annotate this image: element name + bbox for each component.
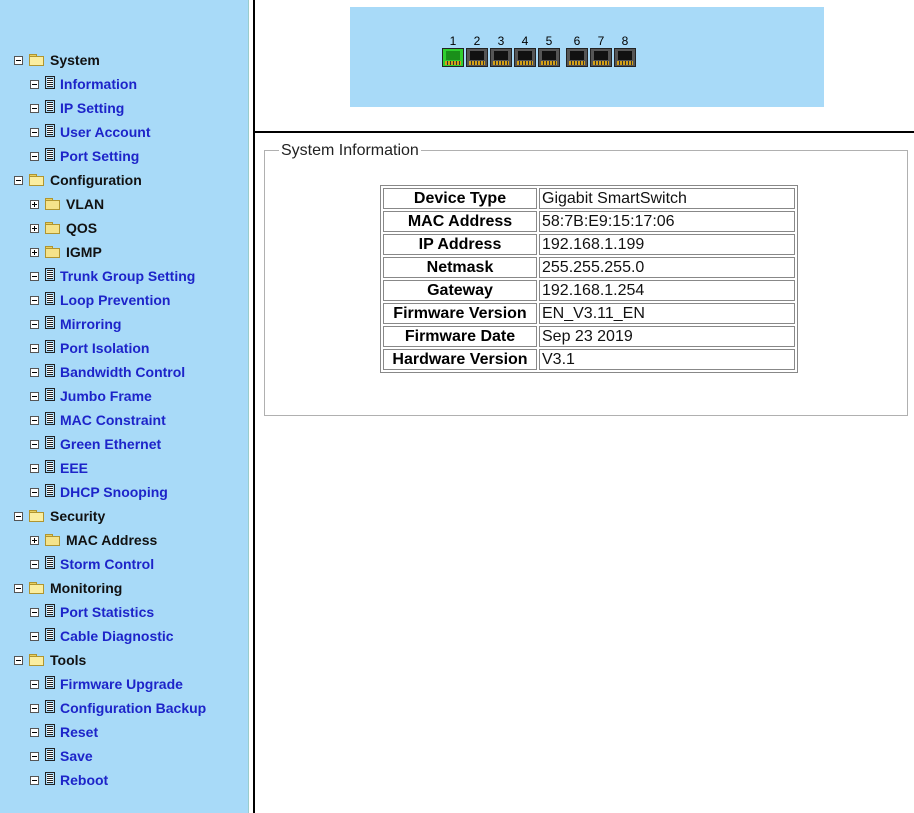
collapse-minus-icon[interactable] (30, 608, 39, 617)
document-icon (45, 748, 55, 761)
sidebar-item-label[interactable]: Reboot (60, 772, 109, 788)
ethernet-port-icon[interactable] (614, 48, 636, 67)
sidebar-item-label[interactable]: Loop Prevention (60, 292, 171, 308)
port-number-label: 5 (545, 34, 553, 48)
sidebar-item-trunk-group-setting[interactable] (30, 266, 195, 286)
port-number-label: 8 (621, 34, 629, 48)
info-key-ip-address: IP Address (383, 234, 537, 255)
info-value-device-type: Gigabit SmartSwitch (539, 188, 795, 209)
info-value-mac-address: 58:7B:E9:15:17:06 (539, 211, 795, 232)
collapse-minus-icon[interactable] (30, 104, 39, 113)
info-value-gateway: 192.168.1.254 (539, 280, 795, 301)
collapse-minus-icon[interactable] (30, 152, 39, 161)
collapse-minus-icon[interactable] (30, 416, 39, 425)
table-row (383, 257, 795, 278)
sidebar-item-label: Security (50, 508, 106, 524)
document-icon (45, 316, 55, 329)
document-icon (45, 124, 55, 137)
collapse-minus-icon[interactable] (30, 464, 39, 473)
info-value-firmware-date: Sep 23 2019 (539, 326, 795, 347)
sidebar-item-igmp[interactable] (30, 242, 102, 262)
system-information-table (380, 185, 798, 373)
document-icon (45, 412, 55, 425)
port-number-label: 6 (573, 34, 581, 48)
ethernet-port-icon[interactable] (566, 48, 588, 67)
sidebar-item-tools[interactable] (14, 650, 86, 670)
collapse-minus-icon[interactable] (30, 704, 39, 713)
document-icon (45, 460, 55, 473)
sidebar-item-label: System (50, 52, 100, 68)
info-value-hardware-version: V3.1 (539, 349, 795, 370)
document-icon (45, 556, 55, 569)
collapse-minus-icon[interactable] (14, 176, 23, 185)
port-number-label: 4 (521, 34, 529, 48)
port-number-label: 7 (597, 34, 605, 48)
folder-open-icon (29, 582, 44, 593)
collapse-minus-icon[interactable] (30, 320, 39, 329)
collapse-minus-icon[interactable] (14, 512, 23, 521)
port-number-label: 1 (449, 34, 457, 48)
document-icon (45, 700, 55, 713)
document-icon (45, 100, 55, 113)
folder-open-icon (29, 510, 44, 521)
sidebar-item-label[interactable]: User Account (60, 124, 151, 140)
sidebar-item-security[interactable] (14, 506, 105, 526)
collapse-minus-icon[interactable] (30, 296, 39, 305)
sidebar-item-jumbo-frame[interactable] (30, 386, 152, 406)
frame-divider-vertical[interactable] (248, 0, 254, 813)
system-information-fieldset (264, 142, 908, 416)
collapse-minus-icon[interactable] (14, 584, 23, 593)
info-key-mac-address: MAC Address (383, 211, 537, 232)
system-information-legend: System Information (281, 142, 419, 159)
sidebar-item-label[interactable]: Mirroring (60, 316, 122, 332)
table-row (383, 234, 795, 255)
collapse-minus-icon[interactable] (30, 128, 39, 137)
sidebar-item-system[interactable] (14, 50, 100, 70)
document-icon (45, 676, 55, 689)
info-key-device-type: Device Type (383, 188, 537, 209)
info-key-firmware-version: Firmware Version (383, 303, 537, 324)
sidebar-item-ip-setting[interactable] (30, 98, 124, 118)
sidebar-item-reset[interactable] (30, 722, 98, 742)
collapse-minus-icon[interactable] (14, 656, 23, 665)
sidebar-item-label: Configuration (50, 172, 142, 188)
document-icon (45, 364, 55, 377)
info-key-hardware-version: Hardware Version (383, 349, 537, 370)
expand-plus-icon[interactable] (30, 200, 39, 209)
folder-icon (45, 222, 60, 233)
sidebar-item-label[interactable]: Trunk Group Setting (60, 268, 196, 284)
sidebar-item-label[interactable]: Port Setting (60, 148, 140, 164)
table-row (383, 326, 795, 347)
sidebar-item-label: Monitoring (50, 580, 123, 596)
sidebar-item-user-account[interactable] (30, 122, 151, 142)
sidebar-item-label[interactable]: Port Isolation (60, 340, 150, 356)
sidebar-item-label[interactable]: Reset (60, 724, 99, 740)
ethernet-port-icon[interactable] (590, 48, 612, 67)
port-status-panel (350, 7, 824, 107)
collapse-minus-icon[interactable] (30, 392, 39, 401)
sidebar-item-bandwidth-control[interactable] (30, 362, 185, 382)
collapse-minus-icon[interactable] (30, 488, 39, 497)
sidebar-item-port-isolation[interactable] (30, 338, 149, 358)
sidebar-item-port-setting[interactable] (30, 146, 139, 166)
collapse-minus-icon[interactable] (30, 632, 39, 641)
ethernet-port-icon[interactable] (538, 48, 560, 67)
document-icon (45, 292, 55, 305)
collapse-minus-icon[interactable] (30, 440, 39, 449)
sidebar-item-label: QOS (66, 220, 98, 236)
document-icon (45, 268, 55, 281)
table-row (383, 280, 795, 301)
document-icon (45, 148, 55, 161)
ethernet-port-icon[interactable] (466, 48, 488, 67)
sidebar-item-label: IGMP (66, 244, 102, 260)
info-key-netmask: Netmask (383, 257, 537, 278)
collapse-minus-icon[interactable] (30, 680, 39, 689)
collapse-minus-icon[interactable] (30, 272, 39, 281)
info-value-ip-address: 192.168.1.199 (539, 234, 795, 255)
sidebar-item-cable-diagnostic[interactable] (30, 626, 174, 646)
sidebar-item-vlan[interactable] (30, 194, 104, 214)
sidebar-item-label[interactable]: IP Setting (60, 100, 125, 116)
ethernet-port-icon[interactable] (442, 48, 464, 67)
sidebar-item-label[interactable]: Bandwidth Control (60, 364, 186, 380)
table-row (383, 211, 795, 232)
ethernet-port-icon[interactable] (490, 48, 512, 67)
sidebar-item-mac-constraint[interactable] (30, 410, 166, 430)
sidebar-item-label: MAC Address (66, 532, 158, 548)
sidebar-item-label[interactable]: EEE (60, 460, 89, 476)
folder-icon (45, 246, 60, 257)
sidebar-item-label[interactable]: DHCP Snooping (60, 484, 168, 500)
collapse-minus-icon[interactable] (30, 560, 39, 569)
sidebar-nav-tree (0, 0, 248, 813)
collapse-minus-icon[interactable] (30, 752, 39, 761)
sidebar-item-label[interactable]: Storm Control (60, 556, 155, 572)
sidebar-item-firmware-upgrade[interactable] (30, 674, 183, 694)
expand-plus-icon[interactable] (30, 224, 39, 233)
sidebar-item-information[interactable] (30, 74, 137, 94)
port-number-label: 2 (473, 34, 481, 48)
sidebar-item-dhcp-snooping[interactable] (30, 482, 168, 502)
document-icon (45, 772, 55, 785)
sidebar-item-mirroring[interactable] (30, 314, 121, 334)
sidebar-item-storm-control[interactable] (30, 554, 154, 574)
collapse-minus-icon[interactable] (30, 344, 39, 353)
document-icon (45, 724, 55, 737)
document-icon (45, 484, 55, 497)
collapse-minus-icon[interactable] (30, 728, 39, 737)
sidebar-item-reboot[interactable] (30, 770, 108, 790)
sidebar-item-label[interactable]: Cable Diagnostic (60, 628, 174, 644)
sidebar-item-label[interactable]: MAC Constraint (60, 412, 166, 428)
sidebar-item-label[interactable]: Information (60, 76, 137, 92)
table-row (383, 303, 795, 324)
sidebar-item-label[interactable]: Jumbo Frame (60, 388, 152, 404)
sidebar-item-mac-address[interactable] (30, 530, 157, 550)
sidebar-item-label[interactable]: Green Ethernet (60, 436, 162, 452)
folder-open-icon (29, 654, 44, 665)
document-icon (45, 76, 55, 89)
sidebar-item-label[interactable]: Firmware Upgrade (60, 676, 183, 692)
sidebar-item-label: Tools (50, 652, 87, 668)
expand-plus-icon[interactable] (30, 248, 39, 257)
sidebar-item-qos[interactable] (30, 218, 97, 238)
folder-open-icon (29, 174, 44, 185)
document-icon (45, 340, 55, 353)
document-icon (45, 604, 55, 617)
table-row (383, 188, 795, 209)
sidebar-item-label[interactable]: Configuration Backup (60, 700, 207, 716)
document-icon (45, 436, 55, 449)
sidebar-item-loop-prevention[interactable] (30, 290, 170, 310)
expand-plus-icon[interactable] (30, 536, 39, 545)
folder-icon (45, 198, 60, 209)
info-key-firmware-date: Firmware Date (383, 326, 537, 347)
sidebar-item-save[interactable] (30, 746, 93, 766)
table-row (383, 349, 795, 370)
sidebar-item-label[interactable]: Save (60, 748, 93, 764)
info-value-netmask: 255.255.255.0 (539, 257, 795, 278)
collapse-minus-icon[interactable] (14, 56, 23, 65)
frame-divider-horizontal[interactable] (254, 131, 914, 133)
sidebar-item-label[interactable]: Port Statistics (60, 604, 155, 620)
document-icon (45, 388, 55, 401)
info-value-firmware-version: EN_V3.11_EN (539, 303, 795, 324)
folder-open-icon (29, 54, 44, 65)
ethernet-port-icon[interactable] (514, 48, 536, 67)
collapse-minus-icon[interactable] (30, 80, 39, 89)
sidebar-item-configuration[interactable] (14, 170, 142, 190)
sidebar-item-configuration-backup[interactable] (30, 698, 206, 718)
folder-icon (45, 534, 60, 545)
sidebar-item-monitoring[interactable] (14, 578, 122, 598)
sidebar-item-port-statistics[interactable] (30, 602, 154, 622)
sidebar-item-label: VLAN (66, 196, 105, 212)
info-key-gateway: Gateway (383, 280, 537, 301)
collapse-minus-icon[interactable] (30, 368, 39, 377)
collapse-minus-icon[interactable] (30, 776, 39, 785)
sidebar-item-eee[interactable] (30, 458, 88, 478)
document-icon (45, 628, 55, 641)
port-number-label: 3 (497, 34, 505, 48)
sidebar-item-green-ethernet[interactable] (30, 434, 161, 454)
